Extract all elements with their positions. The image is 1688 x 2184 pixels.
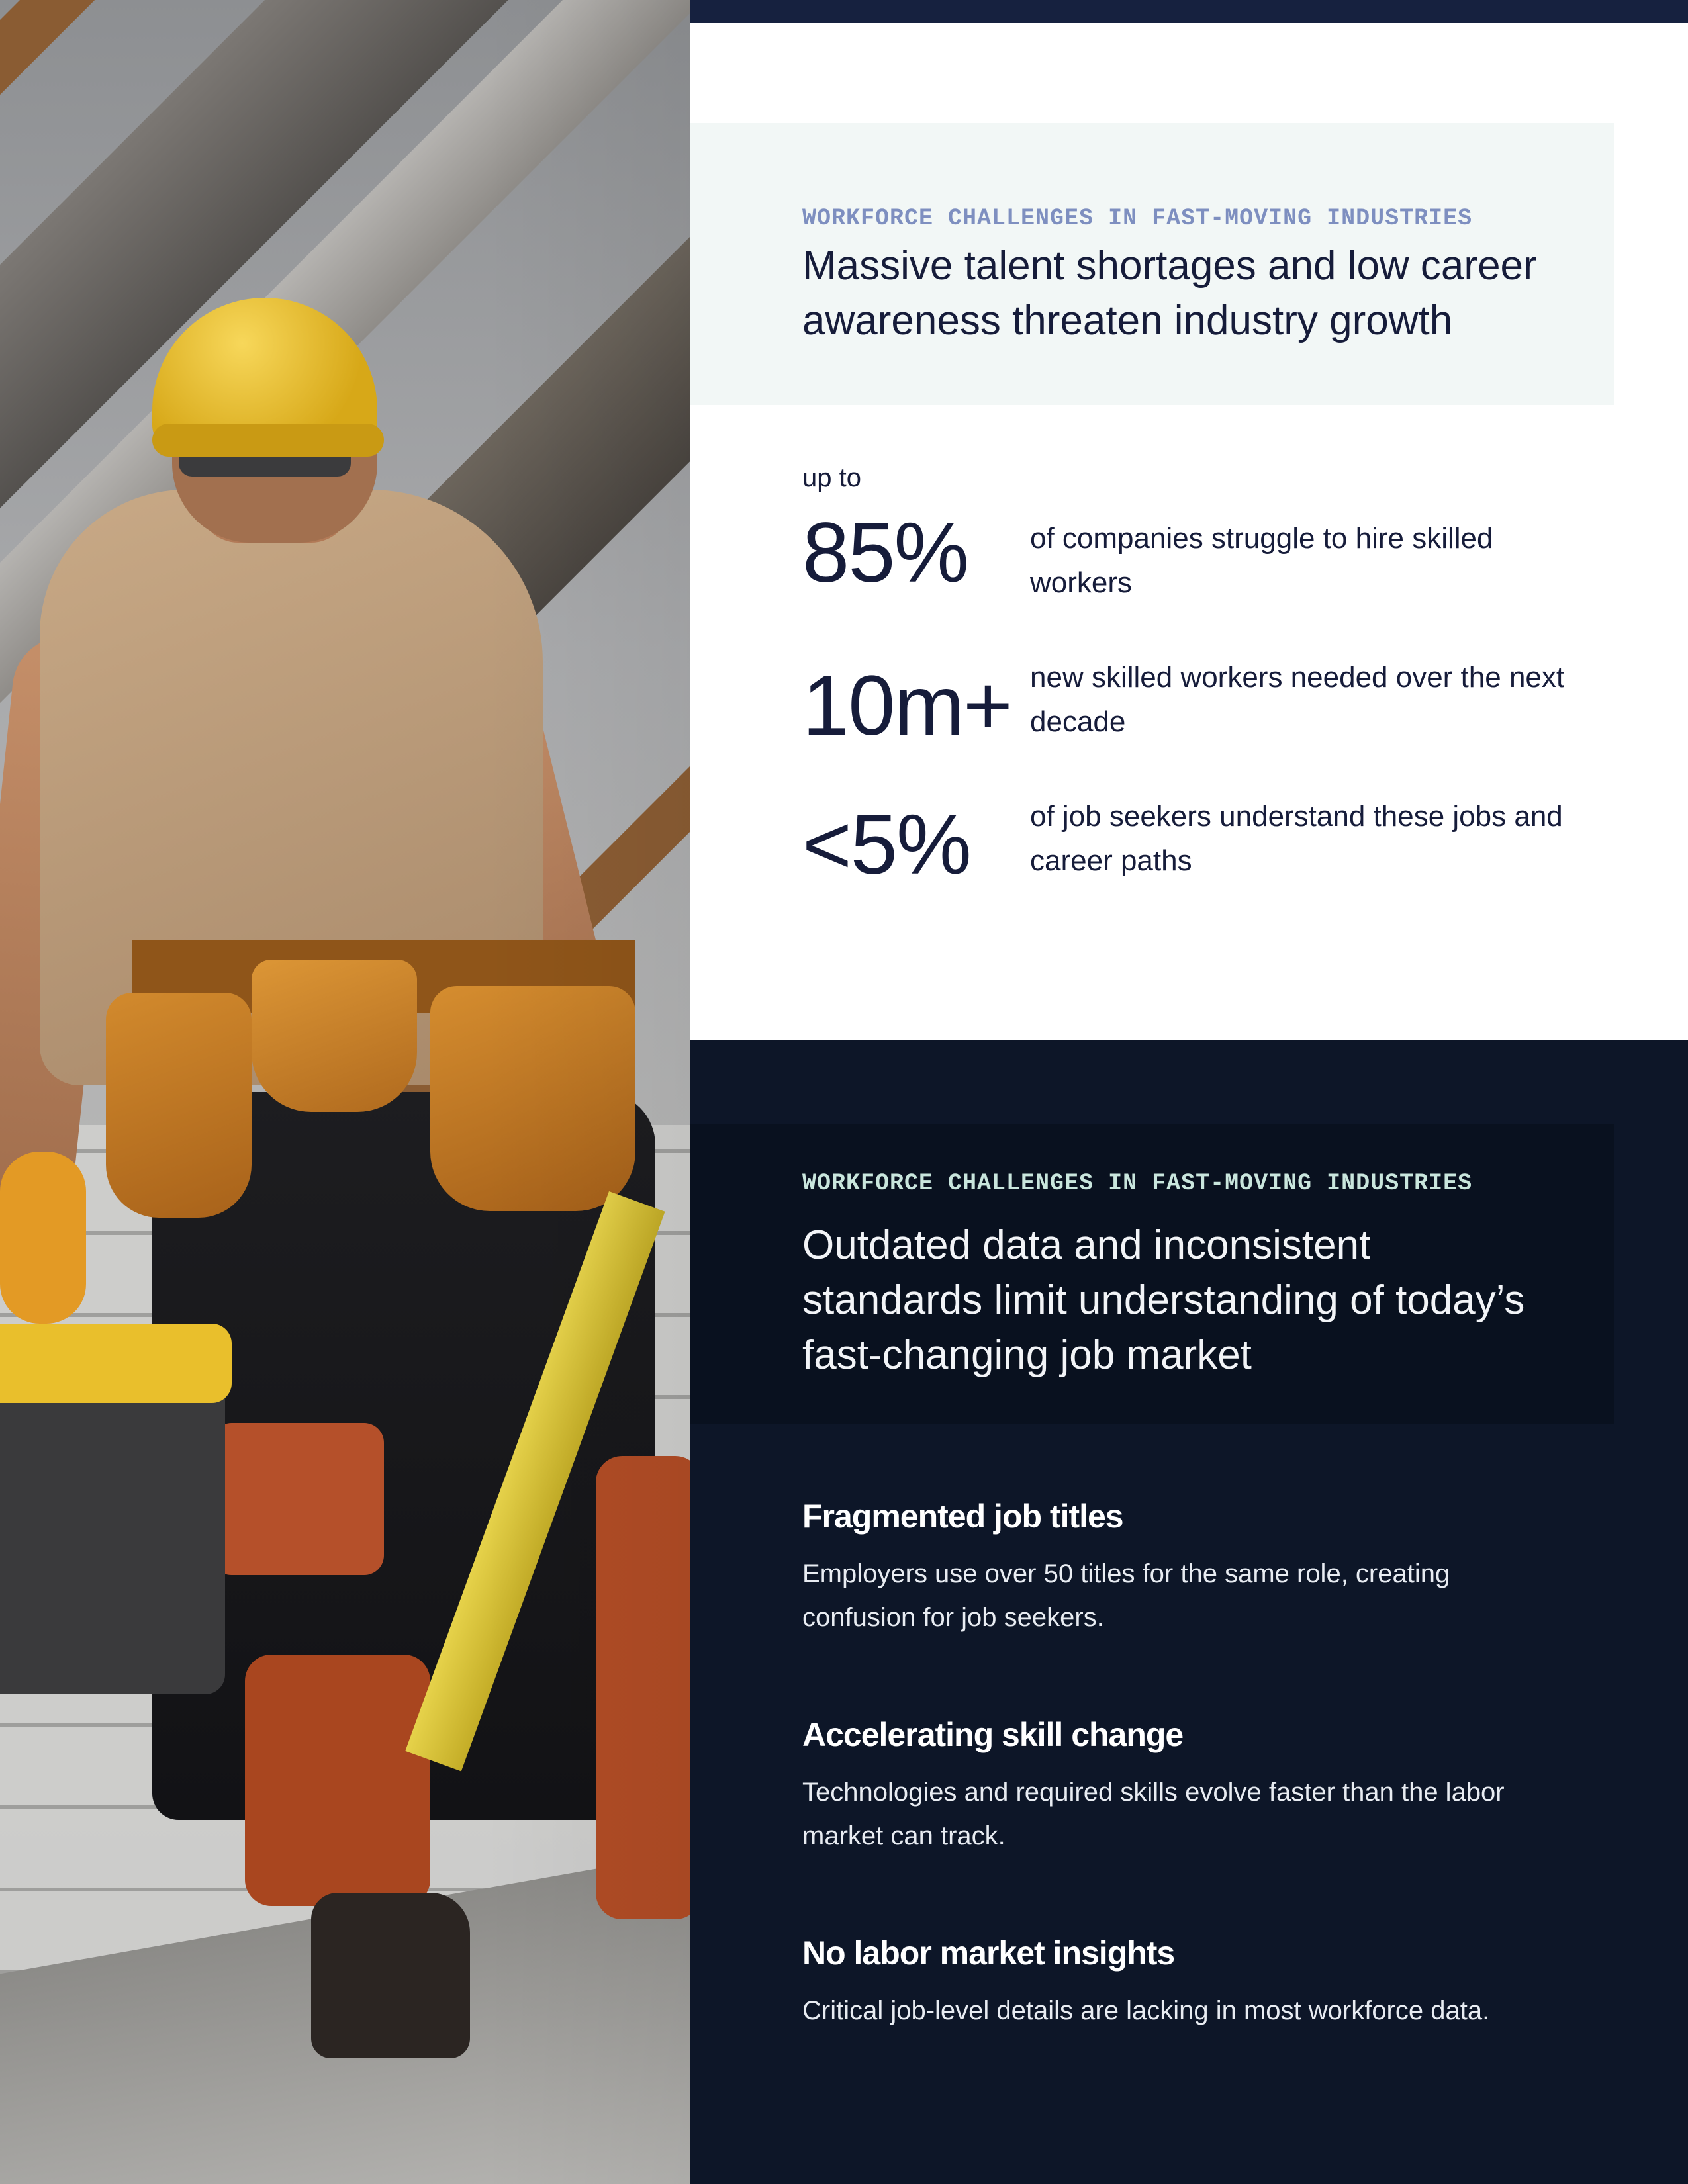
- feature-description: Employers use over 50 titles for the same role, creating confusion for job seekers.: [802, 1559, 1450, 1632]
- stat-value: <5%: [802, 797, 970, 892]
- top-accent-bar: [690, 0, 1688, 23]
- construction-worker-photo: [0, 0, 690, 2184]
- feature-title: No labor market insights: [802, 1934, 1175, 1972]
- stat-prefix: up to: [802, 463, 861, 492]
- section-headline: Outdated data and inconsistent standards limit understanding of today’s fast-changing job market: [802, 1222, 1525, 1378]
- feature-title: Fragmented job titles: [802, 1498, 1123, 1535]
- feature-description: Critical job-level details are lacking in most workforce data.: [802, 1996, 1490, 2025]
- stat-description: new skilled workers needed over the next decade: [1030, 661, 1565, 738]
- content-column: [690, 0, 1688, 2184]
- section-kicker: WORKFORCE CHALLENGES IN FAST-MOVING INDUSTRIES: [802, 205, 1473, 232]
- stat-value: 85%: [802, 506, 968, 600]
- stat-description: of companies struggle to hire skilled workers: [1030, 522, 1493, 599]
- feature-description: Technologies and required skills evolve faster than the labor market can track.: [802, 1778, 1505, 1850]
- section-headline: Massive talent shortages and low career awareness threaten industry growth: [802, 243, 1537, 343]
- stat-value: 10m+: [802, 659, 1011, 753]
- stat-description: of job seekers understand these jobs and career paths: [1030, 800, 1563, 877]
- section-kicker: WORKFORCE CHALLENGES IN FAST-MOVING INDUSTRIES: [802, 1170, 1473, 1197]
- feature-title: Accelerating skill change: [802, 1716, 1184, 1753]
